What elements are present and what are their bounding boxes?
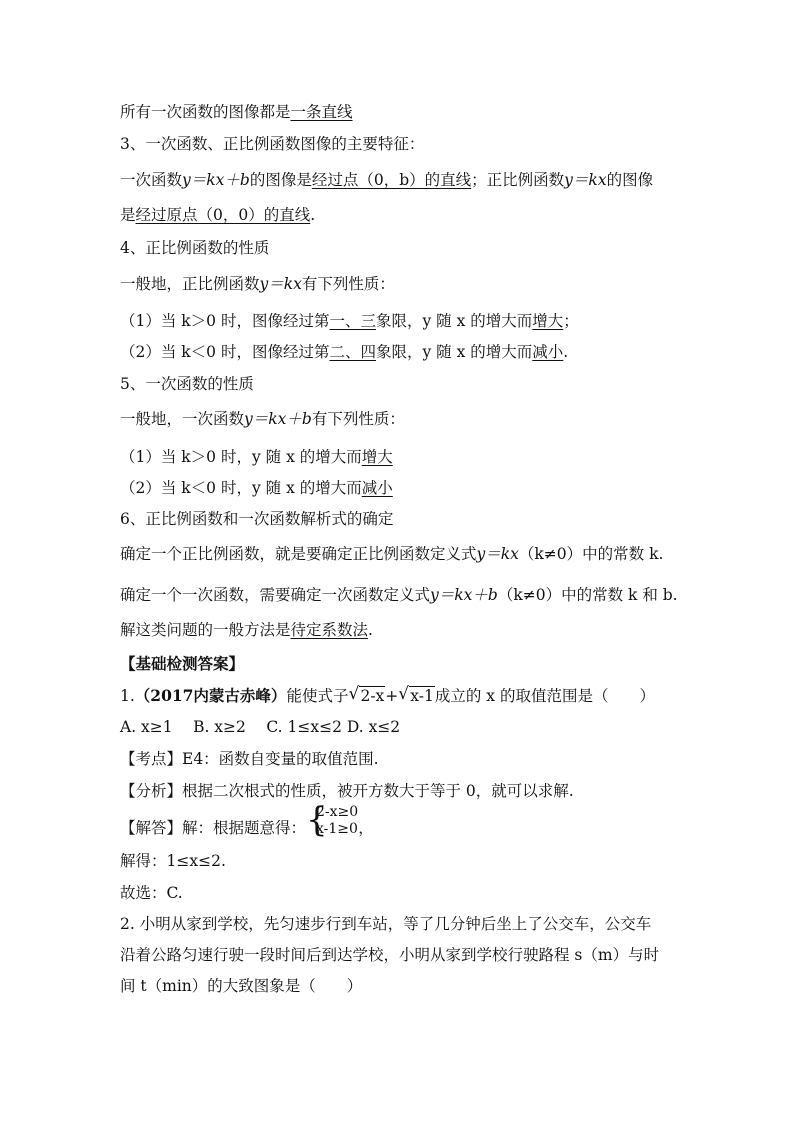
section-5-heading: 5、一次函数的性质	[120, 375, 254, 393]
question-2-line-3: 间 t（min）的大致图象是（ ）	[120, 977, 363, 995]
line-linear-intro: 一般地，一次函数y＝kx＋b有下列性质：	[120, 410, 405, 428]
question-1: 1.（2017内蒙古赤峰）能使式子 √ 2-x+ √ x-1成立的 x 的取值范围是（ ）	[120, 684, 655, 705]
answer-analysis: 【分析】根据二次根式的性质，被开方数大于等于 0，就可以求解.	[120, 782, 574, 800]
line-all-linear-graphs: 所有一次函数的图像都是一条直线	[120, 103, 353, 121]
blank-answer: 一、三	[329, 312, 376, 330]
line-determine-proportional: 确定一个正比例函数，就是要确定正比例函数定义式y＝kx（k≠0）中的常数 k.	[120, 545, 664, 563]
line-linear-k-negative: （2）当 k＜0 时，y 随 x 的增大而减小	[120, 479, 393, 497]
blank-answer: 经过原点（0，0）的直线	[135, 206, 311, 224]
answer-solved: 解得：1≤x≤2.	[120, 852, 226, 870]
line-determine-linear: 确定一个一次函数，需要确定一次函数定义式y＝kx＋b（k≠0）中的常数 k 和 b.	[120, 586, 678, 604]
formula: y＝kx＋b	[430, 586, 498, 604]
answer-topic: 【考点】E4：函数自变量的取值范围.	[120, 750, 379, 768]
formula: y＝kx	[259, 275, 302, 293]
formula: y＝kx	[476, 545, 519, 563]
formula: y＝kx＋b	[182, 171, 250, 189]
answer-section-heading: 【基础检测答案】	[120, 654, 245, 673]
blank-answer: 减小	[532, 343, 564, 361]
line-linear-k-positive: （1）当 k＞0 时，y 随 x 的增大而增大	[120, 448, 393, 466]
line-method: 解这类问题的一般方法是待定系数法.	[120, 621, 373, 639]
radical-1: √ 2-x	[348, 684, 385, 705]
radical-2: √ x-1	[398, 684, 434, 705]
inequality-system: { 2-x≥0 x-1≥0	[306, 800, 359, 840]
section-4-heading: 4、正比例函数的性质	[120, 239, 270, 257]
formula: y＝kx＋b	[244, 410, 312, 428]
line-proportional-k-negative: （2）当 k＜0 时，图像经过第二、四象限，y 随 x 的增大而减小.	[120, 343, 569, 361]
section-6-heading: 6、正比例函数和一次函数解析式的确定	[120, 510, 394, 528]
question-2-line-2: 沿着公路匀速行驶一段时间后到达学校，小明从家到学校行驶路程 s（m）与时	[120, 946, 660, 964]
blank-answer: 经过点（0，b）的直线	[311, 171, 472, 189]
answer-solution: 【解答】解：根据题意得： { 2-x≥0 x-1≥0 ，	[120, 800, 374, 840]
blank-answer: 二、四	[329, 343, 376, 361]
blank-answer: 一条直线	[290, 103, 353, 121]
answer-choice: 故选：C.	[120, 884, 183, 902]
blank-answer: 减小	[361, 479, 393, 497]
line-proportional-k-positive: （1）当 k＞0 时，图像经过第一、三象限，y 随 x 的增大而增大；	[120, 312, 579, 330]
section-3-heading: 3、一次函数、正比例函数图像的主要特征：	[120, 135, 425, 153]
line-graph-features-cont: 是经过原点（0，0）的直线.	[120, 206, 316, 224]
line-graph-features: 一次函数y＝kx＋b的图像是经过点（0，b）的直线；正比例函数y＝kx的图像	[120, 171, 654, 189]
blank-answer: 待定系数法	[290, 621, 369, 639]
line-proportional-intro: 一般地，正比例函数y＝kx有下列性质：	[120, 275, 395, 293]
question-source: （2017内蒙古赤峰）	[134, 686, 287, 705]
question-2-line-1: 2. 小明从家到学校，先匀速步行到车站，等了几分钟后坐上了公交车，公交车	[120, 915, 652, 933]
blank-answer: 增大	[361, 448, 393, 466]
blank-answer: 增大	[532, 312, 564, 330]
formula: y＝kx	[564, 171, 607, 189]
question-1-options: A. x≥1 B. x≥2 C. 1≤x≤2 D. x≤2	[120, 718, 401, 736]
